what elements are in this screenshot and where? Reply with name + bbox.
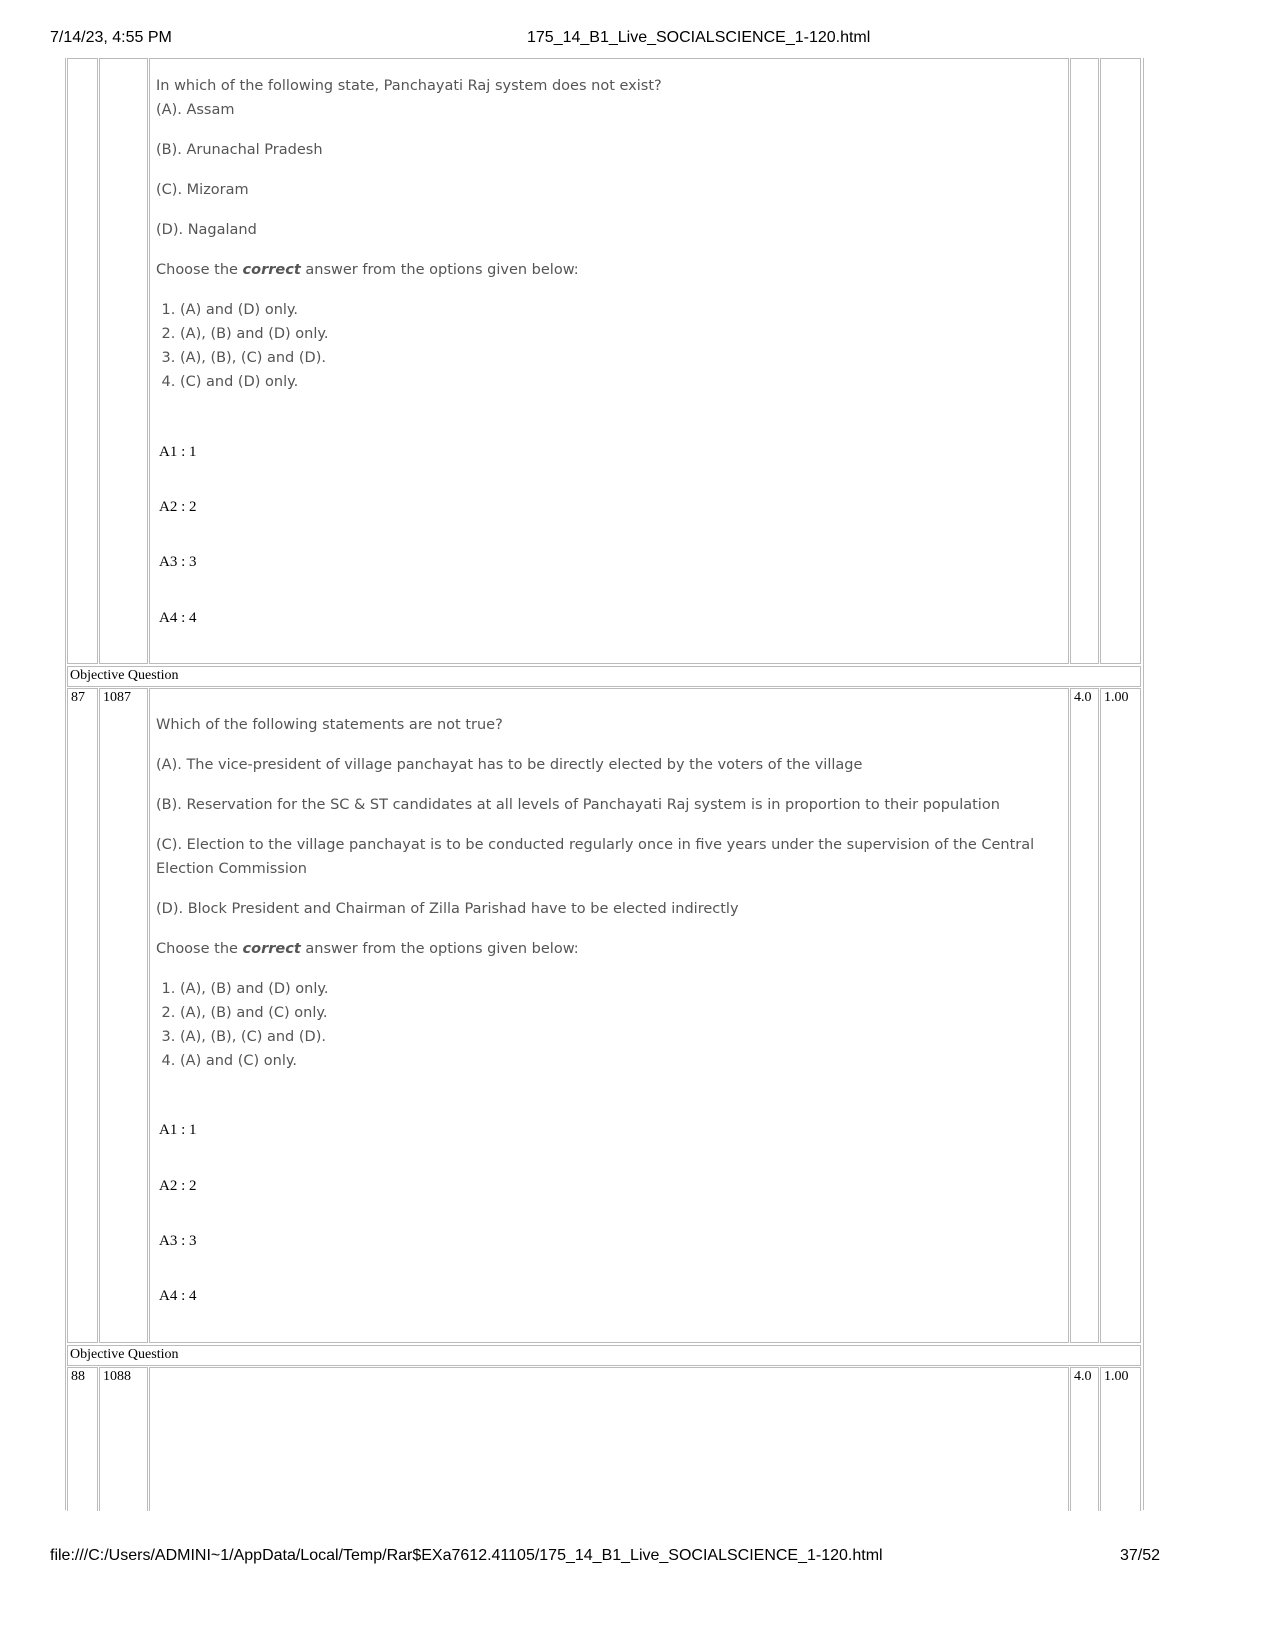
- option: (D). Block President and Chairman of Zilla Parishad have to be elected indirectly: [156, 901, 739, 917]
- answer-option: A3 : 3: [159, 1233, 197, 1249]
- option: (A). Assam: [156, 102, 235, 118]
- option: (A). The vice-president of village panchayat has to be directly elected by the voters of the village: [156, 757, 863, 773]
- question-type-label: Objective Question: [67, 666, 1141, 687]
- qid-cell: 1088: [99, 1367, 148, 1527]
- answer-option: A1 : 1: [159, 444, 197, 460]
- answer-option: A4 : 4: [159, 610, 197, 626]
- answer-option: A3 : 3: [159, 554, 197, 570]
- page-number: 37/52: [1120, 1547, 1161, 1564]
- question-stem: In which of the following state, Panchayati Raj system does not exist?: [156, 78, 662, 94]
- marks-cell: 4.0: [1070, 1367, 1099, 1527]
- choose-instruction: Choose the correct answer from the options given below:: [156, 262, 579, 278]
- negative-marks-cell: 1.00: [1100, 688, 1141, 1343]
- sno-cell: 88: [67, 1367, 98, 1527]
- sno-cell: [67, 58, 98, 664]
- option: (D). Nagaland: [156, 222, 257, 238]
- answer-option: A4 : 4: [159, 1288, 197, 1304]
- question-stem: Which of the following statements are not true?: [156, 717, 503, 733]
- question-87-body: Which of the following statements are not true? (A). The vice-president of village panchayat has to be directly elected by the voters of the village (B). Reservation for the SC & ST candidates at all levels of Panchayati Raj system is in proportion to their population (C). Election to the village panchayat is to be conducted regularly once in five years under the supervision of the Central Election Commission (D). Block President and Chairman of Zilla Parishad have to be elected indirectly Choose the correct answer from the options given below: 1. (A), (B) and (D) only. 2. (A), (B) and (C) only. 3. (A), (B), (C) and (D). 4. (A) and (C) only.: [156, 713, 1061, 1073]
- negative-marks-cell: 1.00: [1100, 1367, 1141, 1527]
- answer-option: A2 : 2: [159, 499, 197, 515]
- option: (C). Mizoram: [156, 182, 249, 198]
- marks-cell: 4.0: [1070, 688, 1099, 1343]
- print-url: file:///C:/Users/ADMINI~1/AppData/Local/Temp/Rar$EXa7612.41105/175_14_B1_Live_SOCIALSCIENCE_1-120.html: [50, 1547, 883, 1564]
- marks-cell: [1070, 58, 1099, 664]
- question-86-body: In which of the following state, Panchayati Raj system does not exist? (A). Assam (B). Arunachal Pradesh (C). Mizoram (D). Nagaland Choose the correct answer from the options given below: 1. (A) and (D) only. 2. (A), (B) and (D) only. 3. (A), (B), (C) and (D). 4. (C) and (D) only.: [156, 74, 1056, 394]
- answer-option: A1 : 1: [159, 1122, 197, 1138]
- option: (B). Reservation for the SC & ST candidates at all levels of Panchayati Raj system is in proportion to their population: [156, 797, 1000, 813]
- qid-cell: 1087: [99, 688, 148, 1343]
- option: (C). Election to the village panchayat is to be conducted regularly once in five years under the supervision of the Central Election Commission: [156, 837, 1035, 877]
- sno-cell: 87: [67, 688, 98, 1343]
- answer-option: A2 : 2: [159, 1178, 197, 1194]
- question-type-label: Objective Question: [67, 1345, 1141, 1366]
- question-cell: [149, 1367, 1069, 1527]
- negative-marks-cell: [1100, 58, 1141, 664]
- print-title: 175_14_B1_Live_SOCIALSCIENCE_1-120.html: [527, 29, 871, 46]
- choose-instruction: Choose the correct answer from the options given below:: [156, 941, 579, 957]
- option: (B). Arunachal Pradesh: [156, 142, 323, 158]
- print-datetime: 7/14/23, 4:55 PM: [50, 29, 172, 46]
- qid-cell: [99, 58, 148, 664]
